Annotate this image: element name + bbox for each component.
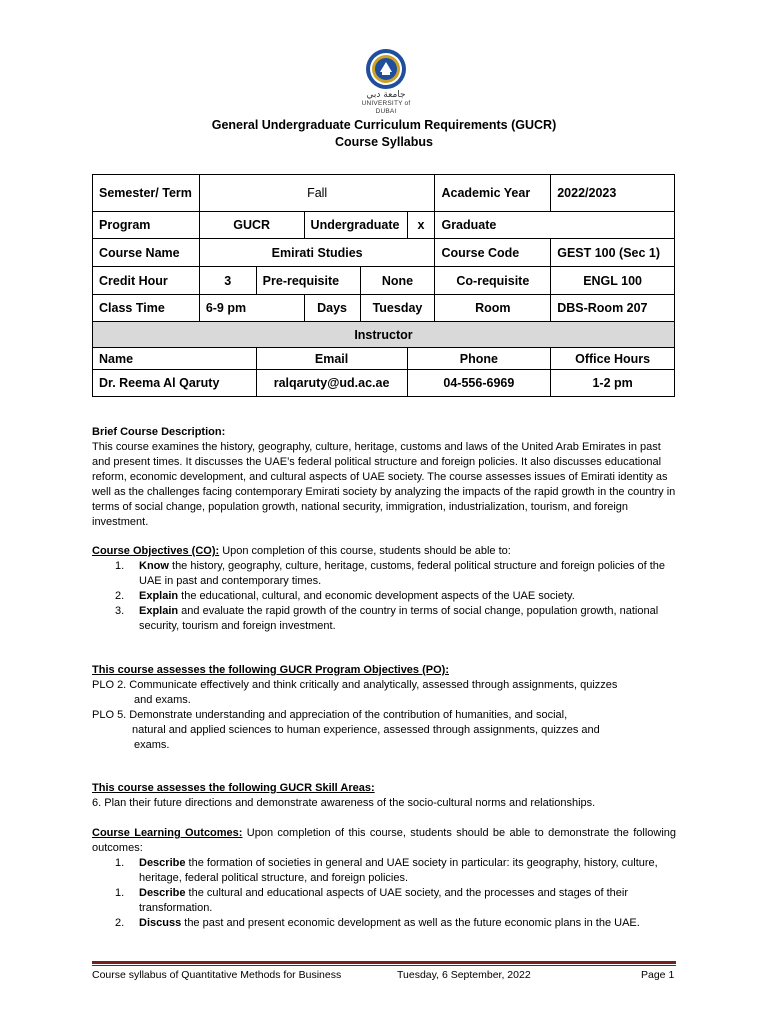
name-label: Name [93,348,257,370]
list-item [92,604,676,634]
course-code-value: GEST 100 (Sec 1) [551,239,675,267]
instructor-name: Dr. Reema Al Qaruty [93,370,257,397]
objective-verb: Explain [139,590,179,602]
outcome-verb: Describe [139,857,186,869]
objective-text: and evaluate the rapid growth of the country in terms of social change, population growth, national security, tourism and foreign investment. [139,605,659,632]
document-subtitle: Course Syllabus [335,135,433,149]
credit-hour-label: Credit Hour [93,267,200,295]
phone-label: Phone [407,348,551,370]
footer-rule-thin [92,965,676,966]
outcome-text: the formation of societies in general and UAE society in particular: its geography, history, culture, heritage, federal political structure, and foreign policies. [139,857,658,884]
corequisite-label: Co-requisite [435,267,551,295]
program-label: Program [93,212,200,239]
learning-outcomes-intro: Upon completion of this course, students should be able to demonstrate the following outcomes: [92,827,677,854]
semester-value: Fall [199,175,435,212]
list-item [92,559,676,589]
course-name-value: Emirati Studies [199,239,435,267]
instructor-office-hours: 1-2 pm [551,370,675,397]
university-seal-icon [365,48,407,90]
list-item [92,916,676,931]
program-objectives-section [92,663,676,753]
skill-areas-heading: This course assesses the following GUCR Skill Areas: [92,782,375,794]
plo5-line1: PLO 5. Demonstrate understanding and appreciation of the contribution of humanities, and social, [92,709,568,721]
instructor-email: ralqaruty@ud.ac.ae [256,370,407,397]
program-value: GUCR [199,212,304,239]
outcome-text: the past and present economic development as well as the future economic plans in the UAE. [181,917,640,929]
outcome-text: the cultural and educational aspects of UAE society, and the processes and stages of their transformation. [139,887,628,914]
list-number: 1. [115,887,125,899]
logo-arabic-text: جامعة دبي [366,90,406,100]
footer-rule [92,961,676,964]
prerequisite-value: None [360,267,435,295]
list-item [92,589,676,604]
outcome-verb: Discuss [139,917,182,929]
list-number: 2. [115,917,125,929]
list-number: 2. [115,590,125,602]
skill-areas-section [92,781,676,811]
graduate-label: Graduate [435,212,675,239]
instructor-header: Instructor [93,322,675,348]
plo5-line2: natural and applied sciences to human experience, assessed through assignments, quizzes and [132,724,600,736]
days-label: Days [304,295,360,322]
description-text: This course examines the history, geography, culture, heritage, customs and laws of the United Arab Emirates in past and present times. It discusses the UAE’s federal political structure and foreign policies. It also discusses educational reform, economic development, and cultural aspects of UAE society. The course assesses issues of Emirati identity as well as the challenges facing contemporary Emirati society by analyzing the impacts of the rapid growth in the country in terms of social change, population growth, national security, immigration, industrialization, tourism, and foreign investment. [92,441,676,528]
objective-text: the history, geography, culture, heritage, customs, federal political structure and foreign policies of the UAE in past and contemporary times. [139,560,666,587]
course-description-section [92,425,676,530]
learning-outcomes-list [92,856,676,931]
outcome-verb: Describe [139,887,186,899]
objective-text: the educational, cultural, and economic development aspects of the UAE society. [178,590,575,602]
credit-hour-value: 3 [199,267,256,295]
instructor-phone: 04-556-6969 [407,370,551,397]
course-objectives-section [92,544,676,634]
office-hours-label: Office Hours [551,348,675,370]
plo2-line1: PLO 2. Communicate effectively and think critically and analytically, assessed through assignments, quizzes [92,679,618,691]
plo5-line3: exams. [134,739,170,751]
corequisite-value: ENGL 100 [551,267,675,295]
document-title: General Undergraduate Curriculum Requirements (GUCR) [211,118,557,132]
academic-year-value: 2022/2023 [551,175,675,212]
skill-area-item: 6. Plan their future directions and demonstrate awareness of the socio-cultural norms and relationships. [92,797,596,809]
list-number: 1. [115,560,125,572]
list-number: 3. [115,605,125,617]
email-label: Email [256,348,407,370]
objective-verb: Explain [139,605,179,617]
days-value: Tuesday [360,295,435,322]
program-objectives-heading: This course assesses the following GUCR Program Objectives (PO): [92,664,449,676]
class-time-label: Class Time [93,295,200,322]
semester-label: Semester/ Term [93,175,200,212]
course-name-label: Course Name [93,239,200,267]
list-item [92,886,676,916]
course-info-table [92,174,675,397]
objectives-intro: Upon completion of this course, students should be able to: [219,545,511,557]
prerequisite-label: Pre-requisite [256,267,360,295]
academic-year-label: Academic Year [435,175,551,212]
room-label: Room [435,295,551,322]
undergraduate-label: Undergraduate [304,212,407,239]
learning-outcomes-section [92,826,676,931]
logo-english-text: UNIVERSITY of DUBAI [361,100,411,115]
objectives-heading: Course Objectives (CO): [92,545,220,557]
footer-page-number: Page 1 [641,969,675,981]
footer-course-title: Course syllabus of Quantitative Methods for Business [92,969,342,981]
list-item [92,856,676,886]
learning-outcomes-heading: Course Learning Outcomes: [92,827,243,839]
undergraduate-mark: x [407,212,435,239]
course-code-label: Course Code [435,239,551,267]
class-time-value: 6-9 pm [199,295,304,322]
list-number: 1. [115,857,125,869]
footer-date: Tuesday, 6 September, 2022 [397,969,531,981]
plo2-line2: and exams. [134,694,191,706]
description-heading: Brief Course Description: [92,426,226,438]
university-logo [351,48,421,115]
room-value: DBS-Room 207 [551,295,675,322]
objectives-list [92,559,676,634]
objective-verb: Know [139,560,169,572]
